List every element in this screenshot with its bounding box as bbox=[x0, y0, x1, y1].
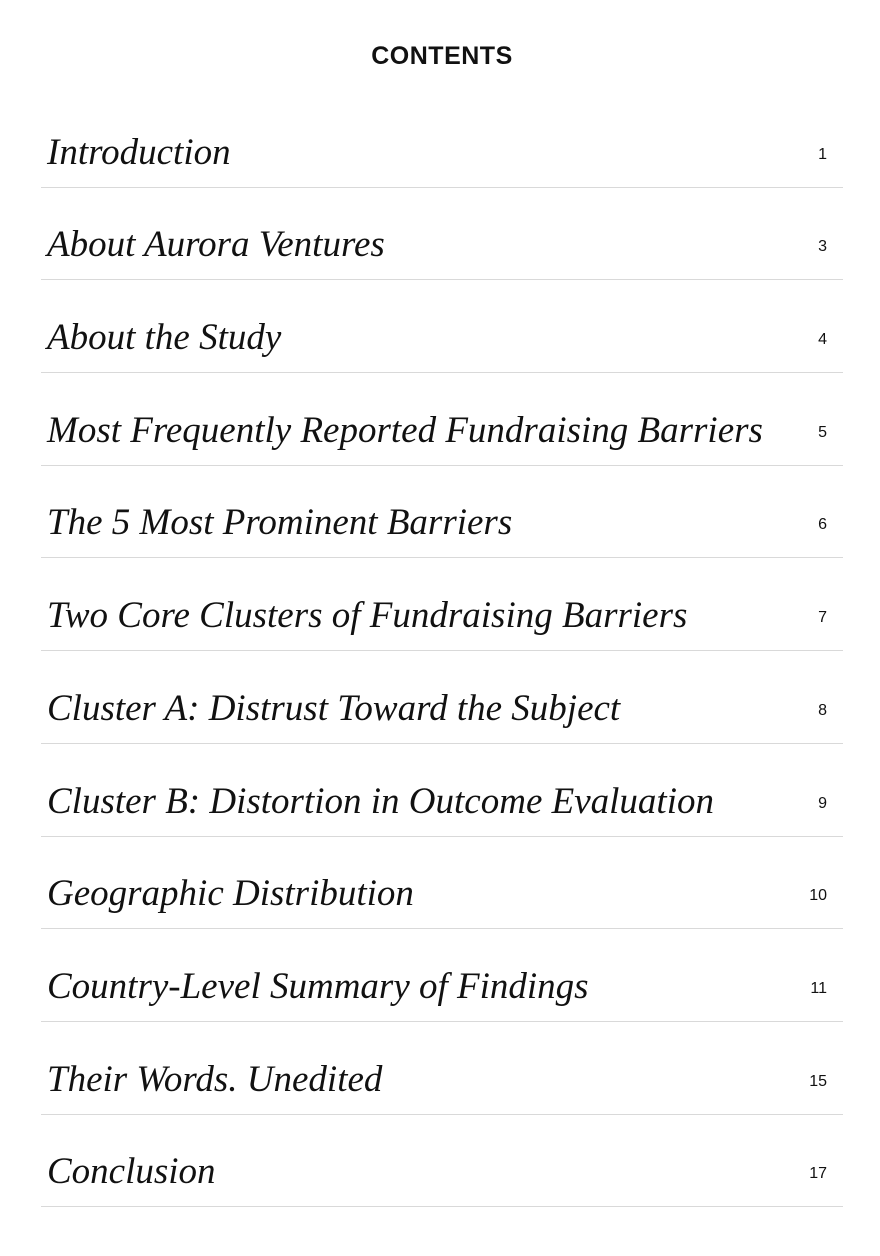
toc-entry-title: Introduction bbox=[47, 131, 231, 173]
toc-entry-title: Conclusion bbox=[47, 1151, 216, 1193]
toc-entry-title: About the Study bbox=[47, 317, 282, 359]
toc-entry-title: About Aurora Ventures bbox=[47, 224, 385, 266]
toc-entry-page-number: 15 bbox=[809, 1072, 827, 1090]
toc-entry-page-number: 10 bbox=[809, 887, 827, 905]
toc-entry-page-number: 3 bbox=[818, 238, 827, 256]
table-of-contents bbox=[41, 95, 843, 1207]
toc-entry-title: Most Frequently Reported Fundraising Barriers bbox=[47, 409, 763, 451]
toc-entry-conclusion[interactable] bbox=[41, 1115, 843, 1208]
toc-entry-page-number: 11 bbox=[810, 979, 827, 997]
toc-entry-page-number: 1 bbox=[818, 145, 827, 163]
toc-entry-most-prominent-barriers[interactable] bbox=[41, 466, 843, 559]
toc-entry-introduction[interactable] bbox=[41, 95, 843, 188]
toc-entry-title: Geographic Distribution bbox=[47, 873, 414, 915]
toc-entry-cluster-a[interactable] bbox=[41, 651, 843, 744]
toc-entry-title: Country-Level Summary of Findings bbox=[47, 965, 589, 1007]
toc-entry-page-number: 17 bbox=[809, 1165, 827, 1183]
page-title: CONTENTS bbox=[371, 42, 513, 70]
toc-entry-about-aurora-ventures[interactable] bbox=[41, 188, 843, 281]
toc-entry-geographic-distribution[interactable] bbox=[41, 837, 843, 930]
toc-entry-most-frequently-reported-barriers[interactable] bbox=[41, 373, 843, 466]
toc-entry-their-words[interactable] bbox=[41, 1022, 843, 1115]
toc-entry-about-the-study[interactable] bbox=[41, 280, 843, 373]
toc-entry-title: Cluster B: Distortion in Outcome Evaluation bbox=[47, 780, 714, 822]
toc-entry-page-number: 7 bbox=[818, 609, 827, 627]
toc-entry-cluster-b[interactable] bbox=[41, 744, 843, 837]
toc-entry-title: Cluster A: Distrust Toward the Subject bbox=[47, 687, 621, 729]
toc-entry-page-number: 8 bbox=[818, 701, 827, 719]
toc-entry-title: Their Words. Unedited bbox=[47, 1058, 383, 1100]
toc-entry-page-number: 5 bbox=[818, 423, 827, 441]
toc-entry-country-level-summary[interactable] bbox=[41, 929, 843, 1022]
toc-entry-title: The 5 Most Prominent Barriers bbox=[47, 502, 513, 544]
toc-entry-page-number: 4 bbox=[818, 331, 827, 349]
toc-entry-page-number: 9 bbox=[818, 794, 827, 812]
toc-entry-two-core-clusters[interactable] bbox=[41, 558, 843, 651]
toc-entry-title: Two Core Clusters of Fundraising Barriers bbox=[47, 595, 688, 637]
toc-entry-page-number: 6 bbox=[818, 516, 827, 534]
